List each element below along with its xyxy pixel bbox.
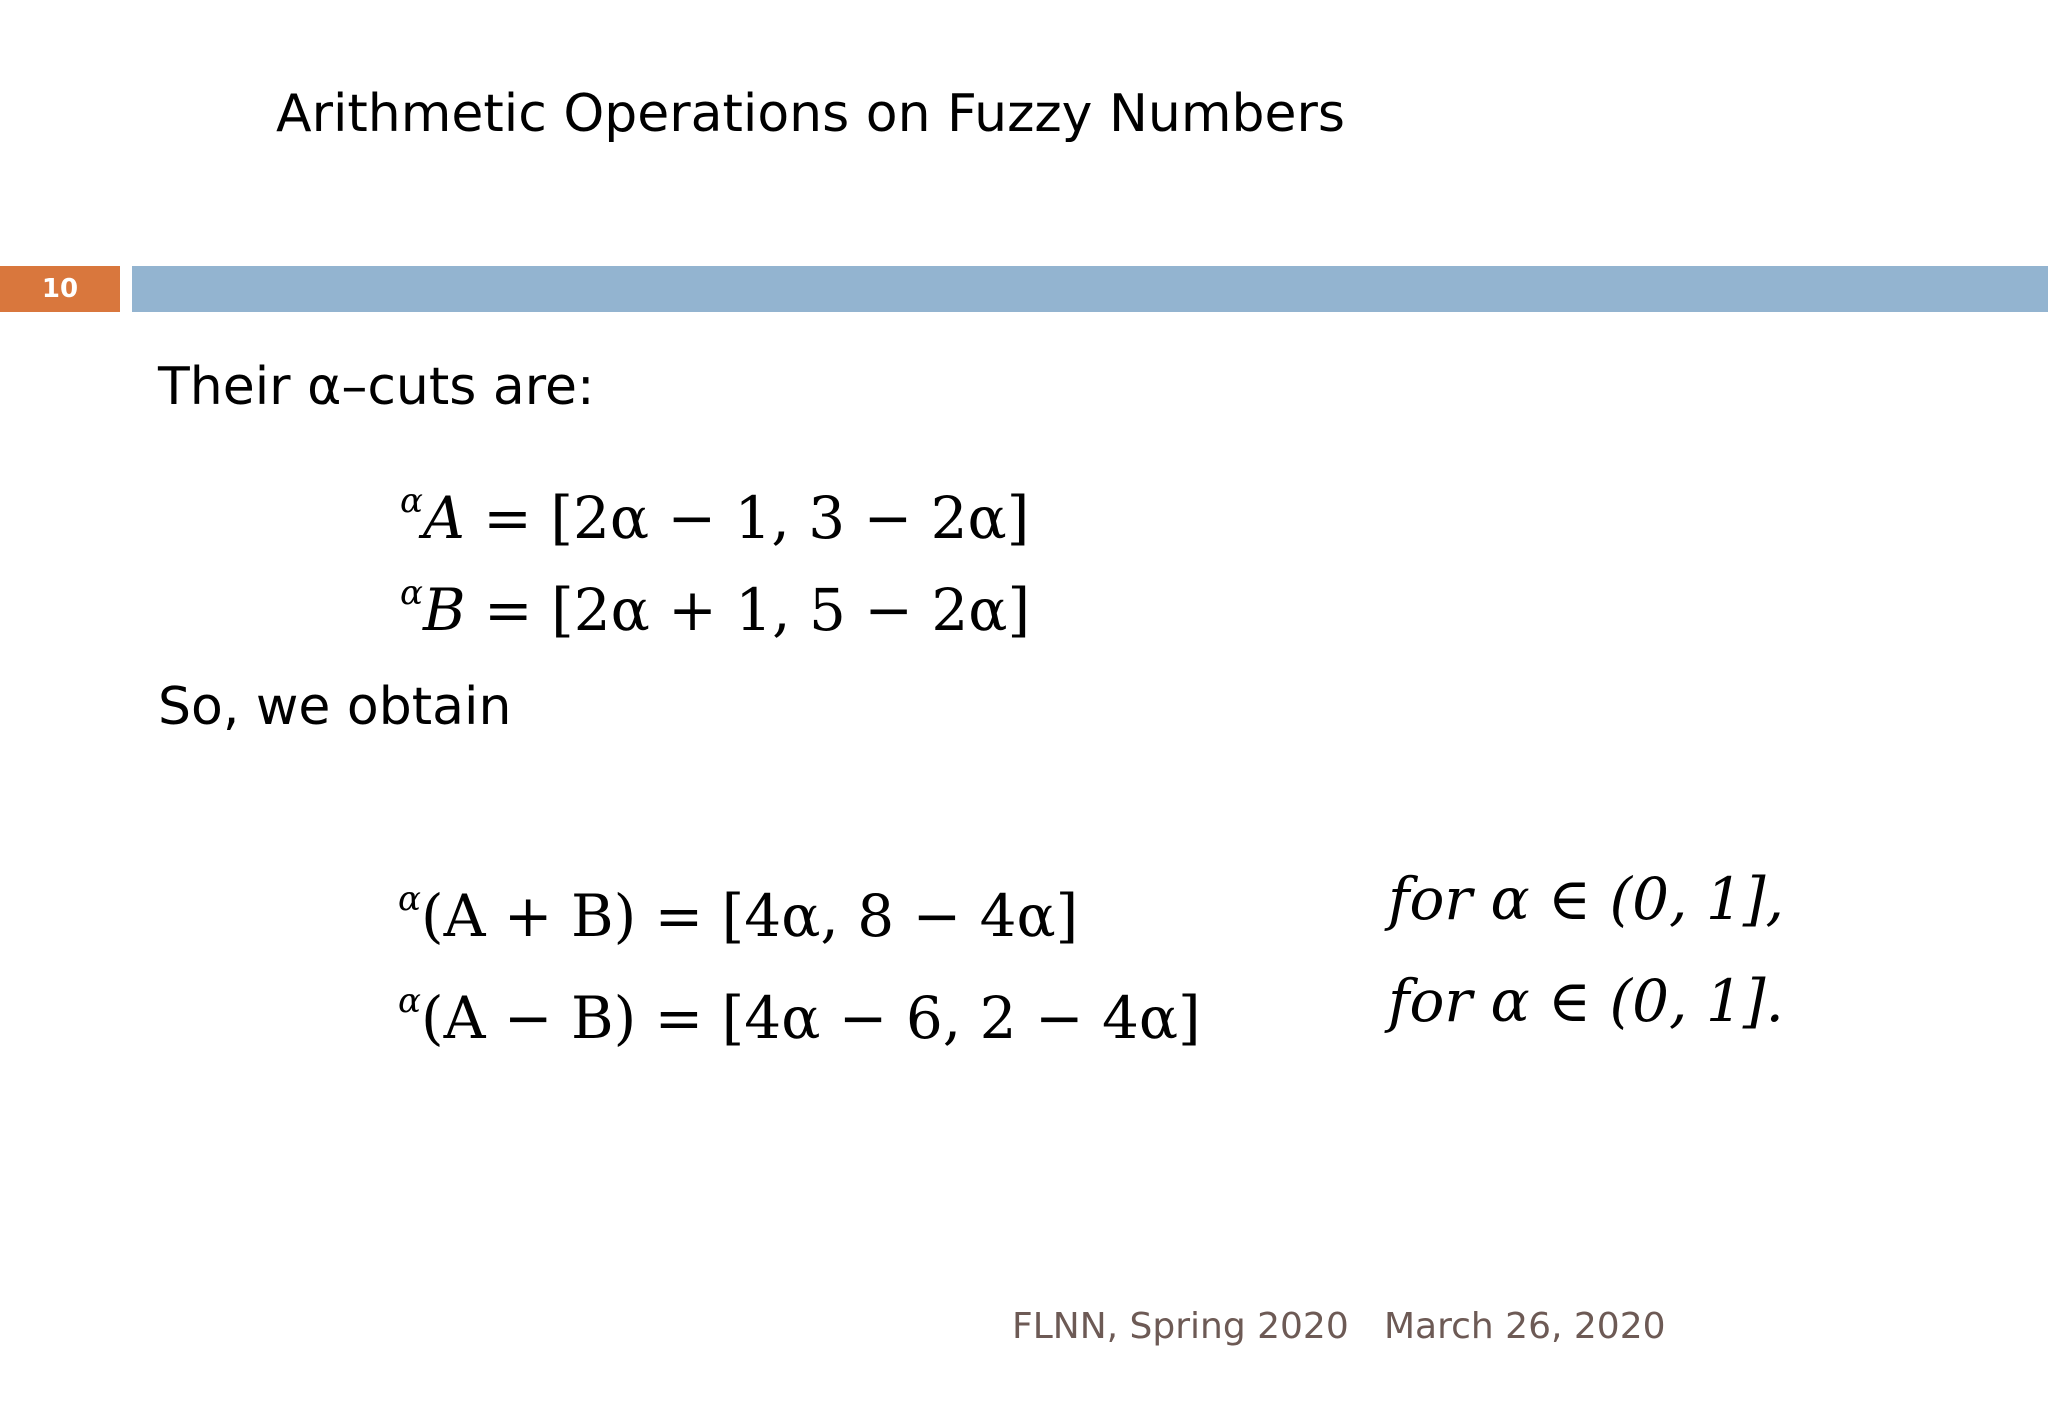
sum-condition: for α ∈ (0, 1], bbox=[1388, 865, 1784, 933]
header-rule-bar bbox=[132, 266, 2048, 312]
alpha-superscript: α bbox=[398, 981, 421, 1021]
alpha-cut-a-formula bbox=[400, 466, 1029, 553]
footer-date: March 26, 2020 bbox=[1384, 1306, 1666, 1347]
slide-number: 10 bbox=[0, 266, 120, 312]
sum-result-formula bbox=[398, 864, 1784, 950]
alpha-cuts-intro: Their α–cuts are: bbox=[158, 357, 595, 417]
difference-condition: for α ∈ (0, 1]. bbox=[1388, 967, 1784, 1035]
difference-result-formula bbox=[398, 966, 1784, 1052]
obtain-text: So, we obtain bbox=[158, 677, 512, 737]
set-b-symbol: B bbox=[422, 576, 466, 644]
alpha-superscript: α bbox=[400, 481, 423, 521]
difference-expression: (A − B) = [4α − 6, 2 − 4α] bbox=[420, 984, 1201, 1052]
alpha-cut-b-interval: = [2α + 1, 5 − 2α] bbox=[465, 576, 1031, 644]
set-a-symbol: A bbox=[422, 484, 465, 552]
slide-title: Arithmetic Operations on Fuzzy Numbers bbox=[276, 84, 1345, 144]
alpha-superscript: α bbox=[398, 879, 421, 919]
footer-course: FLNN, Spring 2020 bbox=[1012, 1306, 1349, 1347]
sum-expression: (A + B) = [4α, 8 − 4α] bbox=[420, 882, 1079, 950]
alpha-superscript: α bbox=[400, 573, 423, 613]
alpha-cut-a-interval: = [2α − 1, 3 − 2α] bbox=[464, 484, 1030, 552]
alpha-cut-b-formula bbox=[400, 558, 1030, 645]
